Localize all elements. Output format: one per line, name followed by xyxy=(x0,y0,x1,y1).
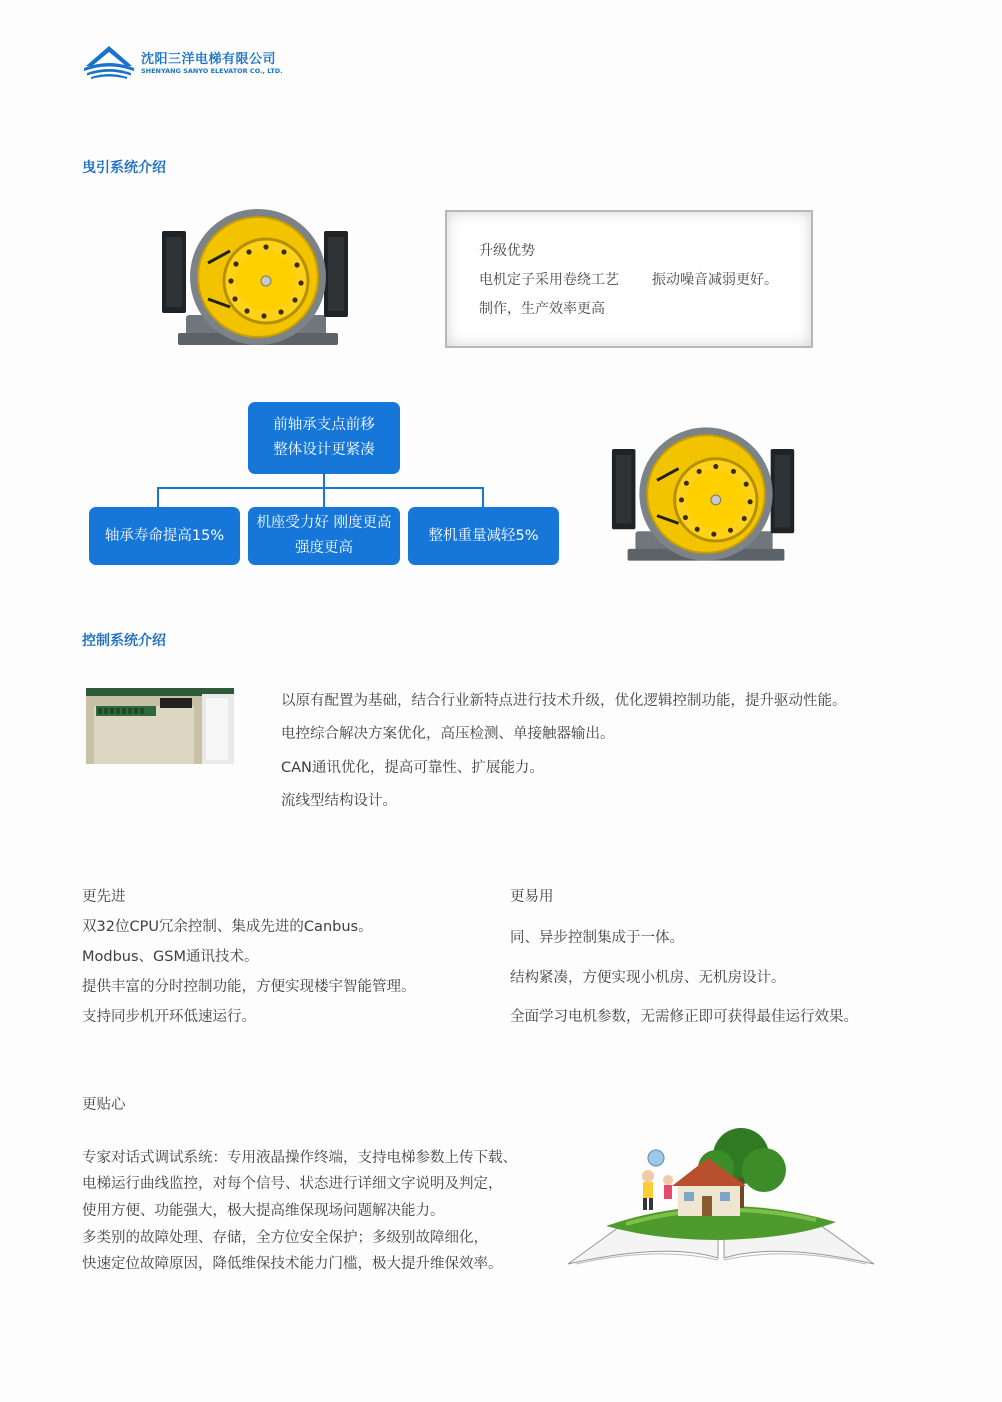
diagram-middle-line-1: 机座受力好 刚度更高 xyxy=(256,515,392,531)
diagram-right-label: 整机重量减轻5% xyxy=(428,527,539,544)
diagram-right-box xyxy=(408,507,559,565)
diagram-top-line-2: 整体设计更紧凑 xyxy=(273,442,375,458)
care-line-1: 专家对话式调试系统：专用液晶操作终端，支持电梯参数上传下载、 xyxy=(82,1150,517,1166)
upgrade-advantages-box xyxy=(445,210,813,348)
diagram-connector xyxy=(323,487,325,507)
company-name-en: SHENYANG SANYO ELEVATOR CO., LTD. xyxy=(141,67,283,75)
advanced-line-3: 提供丰富的分时控制功能，方便实现楼宇智能管理。 xyxy=(82,979,416,995)
book-house-illustration xyxy=(566,1118,876,1268)
diagram-left-label: 轴承寿命提高15% xyxy=(104,527,225,544)
advanced-line-1: 双32位CPU冗余控制、集成先进的Canbus。 xyxy=(82,919,373,935)
diagram-left-box xyxy=(89,507,240,565)
control-line-2: 电控综合解决方案优化，高压检测、单接触器输出。 xyxy=(281,726,615,742)
diagram-connector xyxy=(157,487,159,507)
control-line-4: 流线型结构设计。 xyxy=(281,793,397,809)
traction-machine-image xyxy=(158,203,358,353)
care-line-5: 快速定位故障原因，降低维保技术能力门槛，极大提升维保效率。 xyxy=(82,1256,503,1272)
control-line-3: CAN通讯优化，提高可靠性、扩展能力。 xyxy=(281,760,544,776)
upgrade-line-2: 制作，生产效率更高 xyxy=(479,301,605,317)
upgrade-heading: 升级优势 xyxy=(479,243,535,259)
diagram-middle-box xyxy=(248,507,400,565)
company-logo-icon xyxy=(82,44,136,80)
care-line-4: 多类别的故障处理、存储，全方位安全保护；多级别故障细化， xyxy=(82,1230,488,1246)
easy-line-3: 全面学习电机参数，无需修正即可获得最佳运行效果。 xyxy=(510,1009,858,1025)
traction-section-title: 曳引系统介绍 xyxy=(82,160,166,176)
diagram-connector xyxy=(323,474,325,488)
diagram-middle-line-2: 强度更高 xyxy=(295,540,353,556)
advanced-title: 更先进 xyxy=(82,889,126,905)
easy-title: 更易用 xyxy=(510,889,554,905)
control-board-image xyxy=(86,688,234,764)
upgrade-line-1b: 振动噪音减弱更好。 xyxy=(652,272,778,288)
upgrade-line-1: 电机定子采用卷绕工艺 xyxy=(479,272,619,288)
care-line-2: 电梯运行曲线监控，对每个信号、状态进行详细文字说明及判定， xyxy=(82,1176,503,1192)
traction-machine-image xyxy=(608,420,804,570)
diagram-top-box xyxy=(248,402,400,474)
control-line-1: 以原有配置为基础，结合行业新特点进行技术升级，优化逻辑控制功能，提升驱动性能。 xyxy=(281,693,847,709)
control-section-title: 控制系统介绍 xyxy=(82,633,166,649)
diagram-connector xyxy=(482,487,484,507)
advanced-line-4: 支持同步机开环低速运行。 xyxy=(82,1009,256,1025)
diagram-top-line-1: 前轴承支点前移 xyxy=(273,417,375,433)
advanced-line-2: Modbus、GSM通讯技术。 xyxy=(82,949,259,965)
diagram-connector xyxy=(157,487,484,489)
easy-line-2: 结构紧凑，方便实现小机房、无机房设计。 xyxy=(510,970,786,986)
easy-line-1: 同、异步控制集成于一体。 xyxy=(510,930,684,946)
care-title: 更贴心 xyxy=(82,1097,126,1113)
company-name-cn: 沈阳三洋电梯有限公司 xyxy=(141,52,277,67)
care-line-3: 使用方便、功能强大，极大提高维保现场问题解决能力。 xyxy=(82,1203,445,1219)
